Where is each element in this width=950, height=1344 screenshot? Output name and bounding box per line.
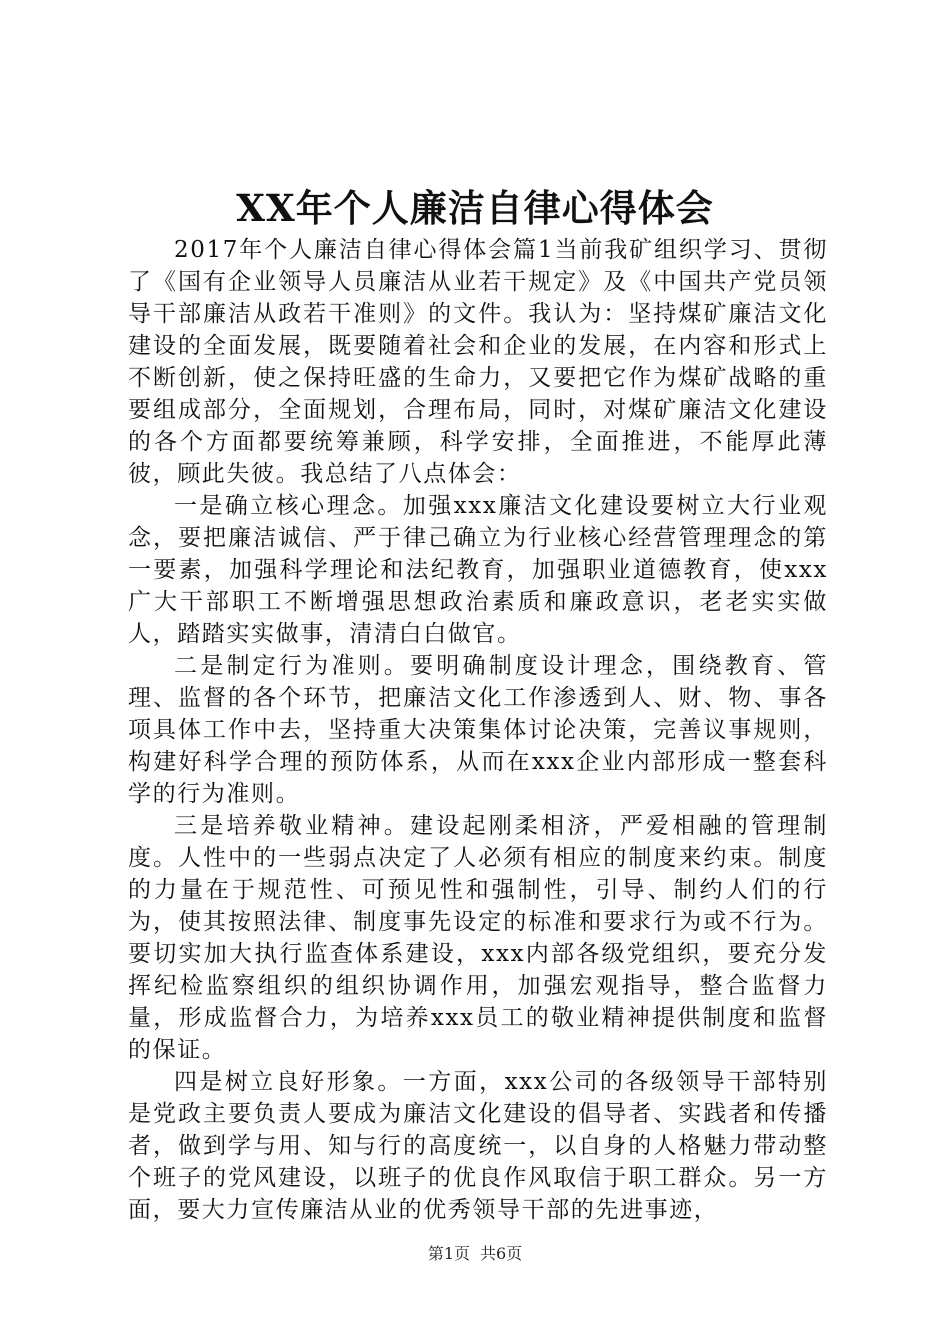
document-title: XX年个人廉洁自律心得体会	[236, 186, 714, 230]
page-number: 第1页	[427, 1244, 470, 1263]
paragraph-point-4: 四是树立良好形象。一方面，xxx公司的各级领导干部特别是党政主要负责人要成为廉洁文化建设的倡导者、实践者和传播者，做到学与用、知与行的高度统一，以自身的人格魅力带动整个班子的党风建设，以班子的优良作风取信于职工群众。另一方面，要大力宣传廉洁从业的优秀领导干部的先进事迹，	[128, 1069, 828, 1223]
paragraph-intro: 2017年个人廉洁自律心得体会篇1当前我矿组织学习、贯彻了《国有企业领导人员廉洁从业若干规定》及《中国共产党员领导干部廉洁从政若干准则》的文件。我认为：坚持煤矿廉洁文化建设的全面发展，既要随着社会和企业的发展，在内容和形式上不断创新，使之保持旺盛的生命力，又要把它作为煤矿战略的重要组成部分，全面规划，合理布局，同时，对煤矿廉洁文化建设的各个方面都要统筹兼顾，科学安排，全面推进，不能厚此薄彼，顾此失彼。我总结了八点体会：	[128, 237, 828, 487]
page-total: 共6页	[480, 1244, 523, 1263]
document-body	[128, 234, 828, 1226]
page-footer	[0, 1242, 950, 1266]
paragraph-point-3: 三是培养敬业精神。建设起刚柔相济，严爱相融的管理制度。人性中的一些弱点决定了人必须有相应的制度来约束。制度的力量在于规范性、可预见性和强制性，引导、制约人们的行为，使其按照法律、制度事先设定的标准和要求行为或不行为。要切实加大执行监查体系建设，xxx内部各级党组织，要充分发挥纪检监察组织的组织协调作用，加强宏观指导，整合监督力量，形成监督合力，为培养xxx员工的敬业精神提供制度和监督的保证。	[128, 813, 828, 1063]
paragraph-point-2: 二是制定行为准则。要明确制度设计理念，围绕教育、管理、监督的各个环节，把廉洁文化工作渗透到人、财、物、事各项具体工作中去，坚持重大决策集体讨论决策，完善议事规则，构建好科学合理的预防体系，从而在xxx企业内部形成一整套科学的行为准则。	[128, 653, 828, 807]
paragraph-point-1: 一是确立核心理念。加强xxx廉洁文化建设要树立大行业观念，要把廉洁诚信、严于律己确立为行业核心经营管理理念的第一要素，加强科学理论和法纪教育，加强职业道德教育，使xxx广大干部职工不断增强思想政治素质和廉政意识，老老实实做人，踏踏实实做事，清清白白做官。	[128, 493, 828, 647]
